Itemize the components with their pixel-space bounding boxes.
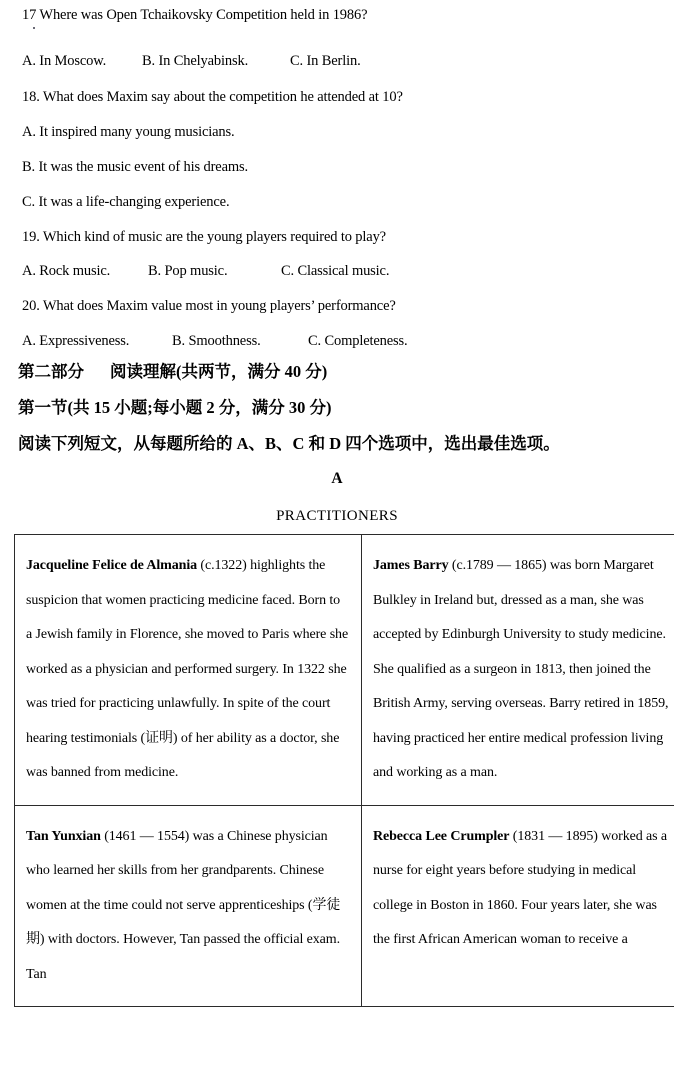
reading-instruction: 阅读下列短文，从每题所给的 A、B、C 和 D 四个选项中，选出最佳选项。 [18,434,560,453]
stray-ink-mark [33,27,35,29]
practitioner-name: Jacqueline Felice de Almania [26,558,198,573]
question-18-text: 18. What does Maxim say about the competition he attended at 10? [22,89,403,105]
option-17-c[interactable]: C. In Berlin. [290,53,361,69]
practitioner-name: James Barry [373,558,449,573]
option-17-a[interactable]: A. In Moscow. [22,53,107,69]
practitioner-name: Tan Yunxian [26,828,101,844]
table-cell-crumpler [362,805,674,1007]
table-cell-barry [362,535,674,806]
part-two-heading [18,363,327,381]
option-19-a[interactable]: A. Rock music. [22,263,111,279]
option-20-b[interactable]: B. Smoothness. [172,333,261,349]
option-20-c[interactable]: C. Completeness. [308,333,408,349]
table-cell-almania [15,535,362,806]
question-19-options [22,263,389,279]
option-17-b[interactable]: B. In Chelyabinsk. [142,53,249,69]
option-18-b[interactable]: B. It was the music event of his dreams. [22,159,248,175]
practitioner-body: (c.1789 — 1865) was born Margaret Bulkley in Ireland but, dressed as a man, she was accepted by Edinburgh University to study medicine. She qualified as a surgeon in 1813, then joined the British Army, serving overseas. Barry retired in 1859, having practiced her entire medical profession living and working as a man. [373,558,669,780]
table-cell-tan-yunxian [15,805,362,1007]
part-two-detail: 阅读理解(共两节，满分 40 分) [110,362,328,381]
passage-letter: A [331,470,343,487]
practitioner-body: (c.1322) highlights the suspicion that women practicing medicine faced. Born to a Jewish family in Florence, she moved to Paris where she worked as a physician and performed surgery. In 1322 she was tried for practicing unlawfully. In spite of the court hearing testimonials (证明) of her ability as a doctor, she was banned from medicine. [26,558,349,780]
question-17-text: 17 Where was Open Tchaikovsky Competition held in 1986? [22,7,368,23]
question-19-text: 19. Which kind of music are the young players required to play? [22,229,386,245]
table-row [15,805,674,1007]
part-two-label: 第二部分 [18,362,84,381]
practitioner-name: Rebecca Lee Crumpler [373,828,510,844]
table-row [15,535,674,806]
section-one-heading: 第一节(共 15 小题;每小题 2 分，满分 30 分) [18,398,332,417]
option-18-a[interactable]: A. It inspired many young musicians. [22,124,235,140]
question-20-options [22,333,408,349]
option-19-c[interactable]: C. Classical music. [281,263,390,279]
practitioner-body: (1461 — 1554) was a Chinese physician who learned her skills from her grandparents. Chinese women at the time could not serve apprenticeships (学徒期) with doctors. However, Tan passed the official exam. Tan [26,828,341,982]
question-17-options [22,53,361,69]
practitioners-table [14,534,674,1007]
question-20-text: 20. What does Maxim value most in young players’ performance? [22,298,396,314]
option-20-a[interactable]: A. Expressiveness. [22,333,130,349]
practitioner-body: (1831 — 1895) worked as a nurse for eight years before studying in medical college in Boston in 1860. Four years later, she was the first African American woman to receive a [373,828,667,947]
option-19-b[interactable]: B. Pop music. [148,263,228,279]
passage-title: PRACTITIONERS [276,508,398,524]
option-18-c[interactable]: C. It was a life-changing experience. [22,194,230,210]
